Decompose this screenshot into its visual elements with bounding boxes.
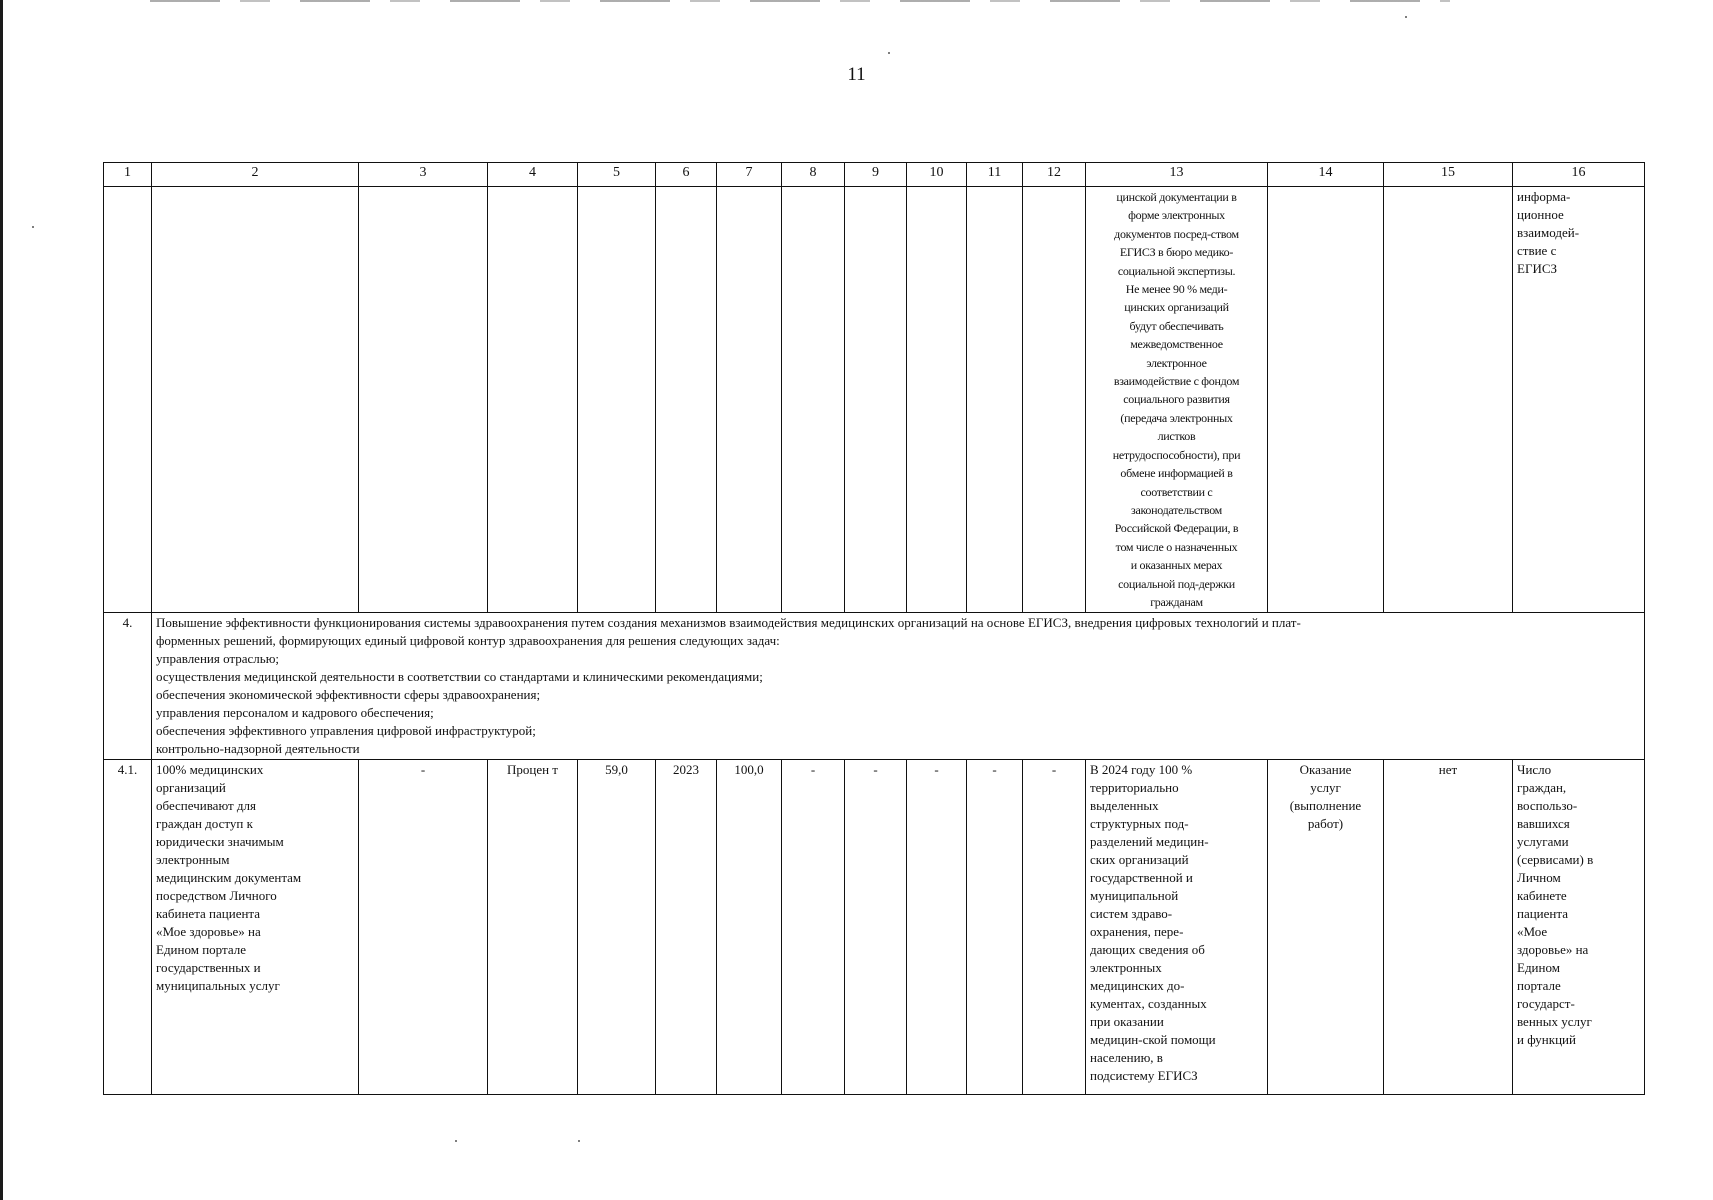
text-line: взаимодей-: [1517, 225, 1580, 240]
page-number: 11: [847, 64, 866, 85]
cell: -: [967, 760, 1023, 1095]
continuation-indicator-cell: [1513, 187, 1645, 613]
cell: [104, 187, 152, 613]
text-line: законодательством: [1131, 502, 1222, 517]
text-line: социальной экспертизы.: [1117, 263, 1236, 278]
cell: [1023, 187, 1086, 613]
text-line: (передача электронных: [1120, 410, 1233, 425]
scan-edge: [0, 0, 3, 1200]
cell: [359, 187, 488, 613]
text-line: портале: [1517, 978, 1561, 994]
text-line: организаций: [156, 780, 226, 796]
cell: [578, 187, 656, 613]
text-line: обеспечивают для: [156, 798, 256, 814]
text-line: Повышение эффективности функционирования системы здравоохранения путем создания механизмов взаимодействия медицинских организаций на основе ЕГИСЗ, внедрения цифровых технологий и плат-: [156, 615, 1301, 631]
base-value-cell: 59,0: [578, 760, 656, 1095]
section-title: [152, 613, 1645, 760]
continuation-row: [104, 187, 1645, 613]
text-line: Едином портале: [156, 942, 246, 958]
text-line: разделений медицин-: [1090, 834, 1209, 850]
text-line: «Мое: [1517, 924, 1548, 940]
table-row: [104, 760, 1645, 1095]
text-line: взаимодействие с фондом: [1113, 374, 1240, 389]
text-line: листков: [1157, 429, 1196, 444]
text-line: охранения, пере-: [1090, 924, 1184, 940]
text-line: ских организаций: [1090, 852, 1189, 868]
text-line: территориально: [1090, 780, 1179, 796]
text-line: юридически значимым: [156, 834, 284, 850]
text-line: межведомственное: [1130, 337, 1223, 352]
col-header: 8: [782, 163, 845, 187]
cell: [782, 187, 845, 613]
col-header: 12: [1023, 163, 1086, 187]
cell: [845, 187, 907, 613]
text-line: населению, в: [1090, 1050, 1163, 1066]
cell: [1268, 187, 1384, 613]
cell: нет: [1384, 760, 1513, 1095]
scan-speck: [455, 1140, 457, 1142]
text-line: контрольно-надзорной деятельности: [156, 741, 360, 757]
base-year-cell: 2023: [656, 760, 717, 1095]
text-line: услуг: [1310, 780, 1341, 796]
cell: -: [359, 760, 488, 1095]
indicator-link-cell: [1513, 760, 1645, 1095]
text-line: осуществления медицинской деятельности в соответствии со стандартами и клиническими рекомендациями;: [156, 669, 763, 685]
text-line: пациента: [1517, 906, 1568, 922]
text-line: будут обеспечивать: [1129, 318, 1224, 333]
text-line: муниципальных услуг: [156, 978, 280, 994]
cell: -: [907, 760, 967, 1095]
row-number: 4.1.: [104, 760, 152, 1095]
continuation-result-cell: [1086, 187, 1268, 613]
text-line: обеспечения экономической эффективности сферы здравоохранения;: [156, 687, 541, 703]
section-number: 4.: [104, 613, 152, 760]
text-line: гражданам: [1150, 594, 1203, 609]
text-line: при оказании: [1090, 1014, 1164, 1030]
text-line: вавшихся: [1517, 816, 1570, 832]
text-line: цинской документации в: [1116, 190, 1237, 204]
scan-speck: [32, 226, 34, 228]
text-line: работ): [1307, 816, 1344, 832]
text-line: граждан,: [1517, 780, 1567, 796]
text-line: социального развития: [1123, 392, 1230, 407]
text-line: государственных и: [156, 960, 261, 976]
text-line: Не менее 90 % меди-: [1125, 282, 1228, 297]
text-line: форме электронных: [1128, 208, 1225, 223]
text-line: обмене информацией в: [1120, 466, 1233, 481]
text-line: и оказанных мерах: [1130, 558, 1223, 573]
text-line: медицин-ской помощи: [1090, 1032, 1216, 1048]
cell: [152, 187, 359, 613]
cell: [717, 187, 782, 613]
cell: -: [845, 760, 907, 1095]
result-characteristic-cell: [1086, 760, 1268, 1095]
text-line: Число: [1517, 762, 1552, 778]
text-line: ЕГИСЗ в бюро медико-: [1119, 245, 1234, 260]
text-line: венных услуг: [1517, 1014, 1592, 1030]
text-line: В 2024 году 100 %: [1090, 762, 1193, 778]
text-line: выделенных: [1090, 798, 1159, 814]
col-header: 4: [488, 163, 578, 187]
text-line: управления персоналом и кадрового обеспечения;: [156, 705, 434, 721]
col-header: 3: [359, 163, 488, 187]
result-description-cell: [152, 760, 359, 1095]
text-line: медицинским документам: [156, 870, 302, 886]
text-line: Личном: [1517, 870, 1561, 886]
col-header: 16: [1513, 163, 1645, 187]
text-line: нетрудоспособности), при: [1112, 447, 1241, 462]
text-line: кабинета пациента: [156, 906, 261, 922]
text-line: воспользо-: [1517, 798, 1578, 814]
text-line: документов посред-ством: [1114, 226, 1239, 241]
cell: [967, 187, 1023, 613]
text-line: цинских организаций: [1124, 300, 1229, 315]
col-header: 6: [656, 163, 717, 187]
col-header: 7: [717, 163, 782, 187]
cell: [907, 187, 967, 613]
text-line: подсистему ЕГИСЗ: [1090, 1068, 1198, 1084]
text-line: «Мое здоровье» на: [156, 924, 261, 940]
cell: -: [782, 760, 845, 1095]
program-table: [103, 162, 1645, 1095]
cell: [488, 187, 578, 613]
text-line: ционное: [1517, 207, 1564, 222]
col-header: 1: [104, 163, 152, 187]
text-line: (выполнение: [1289, 798, 1362, 814]
col-header: 13: [1086, 163, 1268, 187]
text-line: управления отраслью;: [156, 651, 280, 667]
text-line: электронным: [156, 852, 230, 868]
text-line: посредством Личного: [156, 888, 277, 904]
text-line: 100% медицинских: [156, 762, 264, 778]
target-value-cell: 100,0: [717, 760, 782, 1095]
col-header: 9: [845, 163, 907, 187]
text-line: Российской Федерации, в: [1114, 521, 1239, 536]
scan-speck: [1405, 16, 1407, 18]
text-line: структурных под-: [1090, 816, 1189, 832]
text-line: дающих сведения об: [1090, 942, 1205, 958]
text-line: соответствии с: [1140, 484, 1213, 499]
text-line: и функций: [1517, 1032, 1576, 1048]
text-line: муниципальной: [1090, 888, 1179, 904]
col-header: 10: [907, 163, 967, 187]
text-line: ЕГИСЗ: [1517, 261, 1558, 276]
text-line: электронных: [1090, 960, 1162, 976]
text-line: обеспечения эффективного управления цифровой инфраструктурой;: [156, 723, 536, 739]
text-line: медицинских до-: [1090, 978, 1185, 994]
unit-cell: Процен т: [488, 760, 578, 1095]
scan-speck: [578, 1140, 580, 1142]
text-line: здоровье» на: [1517, 942, 1589, 958]
text-line: государственной и: [1090, 870, 1193, 886]
col-header: 5: [578, 163, 656, 187]
col-header: 11: [967, 163, 1023, 187]
text-line: Оказание: [1299, 762, 1352, 778]
cell: [1384, 187, 1513, 613]
scan-top-artifact: [150, 0, 1450, 2]
text-line: кументах, созданных: [1090, 996, 1207, 1012]
result-type-cell: [1268, 760, 1384, 1095]
cell: [656, 187, 717, 613]
text-line: государст-: [1517, 996, 1575, 1012]
text-line: форменных решений, формирующих единый цифровой контур здравоохранения для решения следующих задач:: [156, 633, 780, 649]
text-line: кабинете: [1517, 888, 1567, 904]
text-line: электронное: [1146, 355, 1207, 370]
scan-speck: [888, 52, 890, 54]
col-header: 15: [1384, 163, 1513, 187]
text-line: социальной под-держки: [1118, 576, 1235, 591]
text-line: том числе о назначенных: [1115, 539, 1238, 554]
text-line: ствие с: [1517, 243, 1557, 258]
text-line: систем здраво-: [1090, 906, 1173, 922]
text-line: граждан доступ к: [156, 816, 253, 832]
cell: -: [1023, 760, 1086, 1095]
section-row: [104, 613, 1645, 760]
text-line: (сервисами) в: [1517, 852, 1594, 868]
text-line: услугами: [1517, 834, 1569, 850]
text-line: информа-: [1517, 189, 1571, 204]
text-line: Едином: [1517, 960, 1560, 976]
col-header: 14: [1268, 163, 1384, 187]
col-header: 2: [152, 163, 359, 187]
header-row: [104, 163, 1645, 187]
